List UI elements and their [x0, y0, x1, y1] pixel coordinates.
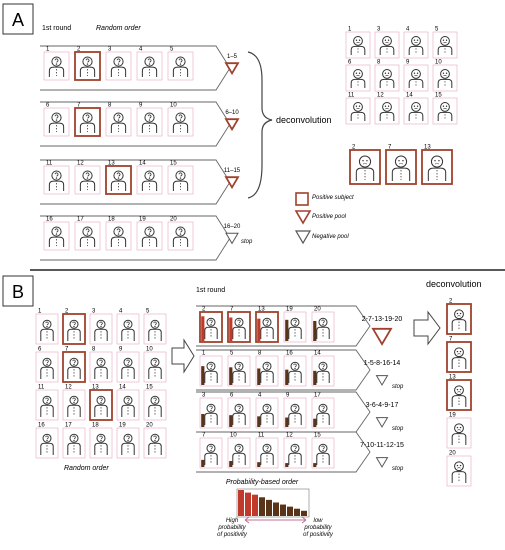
subject-tile	[168, 161, 193, 195]
subject-tile	[200, 393, 222, 429]
person-icon	[289, 318, 301, 339]
subject-number: 10	[146, 346, 153, 353]
panel-b-random-order-label: Random order	[64, 465, 109, 472]
subject-number: 8	[377, 59, 381, 66]
subject-tile	[63, 385, 85, 421]
person-icon	[205, 318, 217, 339]
pool-label: 1–5	[226, 54, 238, 60]
subject-tile	[137, 217, 162, 251]
subject-number: 3	[108, 46, 112, 53]
probability-fill	[257, 416, 260, 427]
subject-tile	[44, 103, 69, 137]
legend	[296, 193, 354, 243]
probability-fill	[201, 460, 204, 467]
sorted-row	[196, 306, 370, 346]
sorted-row	[196, 392, 370, 432]
subject-number: 20	[449, 450, 456, 457]
person-icon	[95, 320, 107, 341]
person-icon	[41, 396, 53, 417]
subject-tile	[144, 347, 166, 383]
subject-number: 10	[435, 59, 442, 66]
panel-a-round-title: 1st round	[42, 25, 72, 32]
panel-a-deconvolution-label: deconvolution	[276, 115, 332, 125]
probability-fill	[285, 418, 288, 427]
stop-label: stop	[392, 384, 404, 390]
person-icon	[205, 362, 217, 383]
subject-number: 11	[38, 384, 45, 391]
subject-number: 15	[170, 160, 177, 167]
probability-fill	[313, 371, 316, 385]
subject-tile	[433, 60, 457, 92]
subject-tile	[256, 393, 278, 429]
probability-fill	[229, 317, 232, 341]
subject-tile	[375, 60, 399, 92]
person-icon	[289, 404, 301, 425]
subject-number: 12	[377, 92, 384, 99]
subject-number: 16	[46, 216, 53, 223]
subject-number: 5	[170, 46, 174, 53]
subject-tile	[346, 60, 370, 92]
subject-tile	[144, 309, 166, 345]
subject-number: 2	[202, 306, 206, 313]
subject-number: 7	[388, 144, 392, 151]
subject-tile	[75, 217, 100, 251]
random-row	[40, 46, 230, 90]
subject-tile	[44, 161, 69, 195]
panel-b-label: B	[11, 282, 25, 302]
pool-result	[226, 54, 238, 73]
pool-label: 1-5-8-16-14	[363, 360, 401, 367]
high-probability-label: High probability of positivity	[217, 518, 247, 538]
probability-bar	[245, 493, 251, 516]
person-icon	[233, 444, 245, 465]
panel-a-pools	[224, 54, 253, 245]
person-icon	[95, 396, 107, 417]
subject-number: 8	[258, 350, 262, 357]
probability-fill	[257, 319, 260, 341]
probability-fill	[285, 463, 288, 467]
subject-tile	[144, 385, 166, 421]
probability-fill	[201, 414, 204, 427]
person-icon	[205, 444, 217, 465]
sorted-row	[196, 350, 370, 390]
legend-positive-pool-icon	[296, 211, 310, 223]
person-icon	[122, 320, 134, 341]
pool-label: 6–10	[225, 110, 239, 116]
pool-result	[364, 360, 404, 390]
probability-fill	[285, 320, 288, 341]
subject-tile	[256, 433, 278, 469]
person-icon	[122, 358, 134, 379]
subject-tile	[200, 351, 222, 387]
panel-a-order-title: Random order	[96, 25, 141, 32]
person-icon	[95, 434, 107, 455]
panel-a-label: A	[11, 10, 25, 30]
subject-number: 3	[92, 308, 96, 315]
subject-tile	[168, 47, 193, 81]
probability-bar	[280, 505, 286, 516]
random-row	[40, 216, 230, 260]
pool-result	[224, 168, 241, 187]
probability-bar	[287, 507, 293, 516]
subject-number: 12	[286, 432, 293, 439]
subject-number: 13	[92, 384, 99, 391]
subject-number: 17	[77, 216, 84, 223]
subject-tile	[386, 145, 416, 185]
person-icon	[261, 444, 273, 465]
subject-number: 6	[348, 59, 352, 66]
probability-fill	[201, 366, 204, 385]
probability-bar	[252, 495, 258, 516]
subject-tile	[312, 433, 334, 469]
probability-bar	[273, 502, 279, 516]
stop-label: stop	[241, 239, 253, 245]
subject-number: 14	[406, 92, 413, 99]
subject-number: 12	[65, 384, 72, 391]
subject-number: 5	[435, 26, 439, 33]
panel-b-deconvolution-column	[414, 299, 471, 487]
subject-number: 6	[38, 346, 42, 353]
subject-number: 13	[449, 374, 456, 381]
deconvolution-arrow	[414, 312, 440, 344]
person-icon	[68, 396, 80, 417]
subject-tile	[447, 337, 471, 373]
subject-tile	[447, 375, 471, 411]
subject-tile	[346, 93, 370, 125]
person-icon	[317, 444, 329, 465]
subject-number: 16	[38, 422, 45, 429]
subject-tile	[117, 347, 139, 383]
subject-number: 7	[230, 306, 234, 313]
subject-tile	[90, 309, 112, 345]
panel-b-deconvolution-label: deconvolution	[426, 279, 482, 289]
subject-number: 11	[46, 160, 53, 167]
legend-positive-subject-label: Positive subject	[312, 195, 354, 201]
probability-fill	[201, 316, 204, 341]
subject-tile	[375, 27, 399, 59]
subject-tile	[144, 423, 166, 459]
subject-number: 13	[258, 306, 265, 313]
person-icon	[205, 404, 217, 425]
subject-number: 15	[146, 384, 153, 391]
stop-label: stop	[392, 426, 404, 432]
subject-number: 4	[258, 392, 262, 399]
subject-tile	[137, 161, 162, 195]
subject-number: 20	[170, 216, 177, 223]
subject-tile	[350, 145, 380, 185]
person-icon	[41, 320, 53, 341]
pool-label: 2-7-13-19-20	[361, 316, 403, 323]
deconvolution-brace	[248, 52, 272, 198]
subject-number: 14	[139, 160, 146, 167]
subject-tile	[256, 351, 278, 387]
pool-result	[366, 402, 404, 432]
subject-number: 9	[139, 102, 143, 109]
subject-tile	[117, 385, 139, 421]
subject-number: 16	[286, 350, 293, 357]
subject-number: 3	[202, 392, 206, 399]
subject-tile	[228, 307, 250, 343]
subject-number: 19	[286, 306, 293, 313]
probability-bar	[259, 497, 265, 516]
person-icon	[317, 362, 329, 383]
subject-number: 7	[77, 102, 81, 109]
person-icon	[233, 362, 245, 383]
subject-tile	[375, 93, 399, 125]
low-probability-label: low probability of positivity	[303, 518, 333, 538]
subject-number: 17	[314, 392, 321, 399]
subject-number: 19	[449, 412, 456, 419]
probability-fill	[229, 367, 232, 385]
subject-tile	[447, 299, 471, 335]
probability-fill	[313, 463, 316, 467]
panel-a-deconvolution-grid	[346, 27, 457, 185]
panel-b-sorted-rows	[196, 306, 370, 472]
subject-number: 1	[38, 308, 42, 315]
subject-number: 9	[286, 392, 290, 399]
person-icon	[233, 404, 245, 425]
subject-number: 10	[170, 102, 177, 109]
negative-pool-triangle	[377, 418, 388, 427]
subject-tile	[284, 307, 306, 343]
random-row	[40, 102, 230, 146]
subject-number: 19	[139, 216, 146, 223]
subject-tile	[228, 351, 250, 387]
subject-number: 20	[314, 306, 321, 313]
subject-tile	[447, 451, 471, 487]
panel-b-random-grid	[36, 309, 166, 459]
subject-tile	[312, 307, 334, 343]
sorted-row	[196, 432, 370, 472]
subject-number: 7	[449, 336, 453, 343]
subject-number: 2	[77, 46, 81, 53]
subject-number: 13	[108, 160, 115, 167]
panel-a-rows	[40, 46, 230, 260]
subject-tile	[75, 47, 100, 81]
subject-number: 2	[65, 308, 69, 315]
subject-number: 5	[146, 308, 150, 315]
subject-number: 11	[348, 92, 355, 99]
subject-tile	[137, 47, 162, 81]
person-icon	[68, 320, 80, 341]
subject-number: 1	[202, 350, 206, 357]
subject-tile	[168, 103, 193, 137]
subject-number: 17	[65, 422, 72, 429]
probability-bar	[266, 500, 272, 516]
subject-tile	[75, 103, 100, 137]
probability-fill	[257, 368, 260, 385]
subject-tile	[422, 145, 452, 185]
subject-number: 18	[92, 422, 99, 429]
pool-label: 7-10-11-12-15	[360, 442, 404, 449]
subject-number: 2	[449, 298, 453, 305]
subject-tile	[44, 217, 69, 251]
pool-label: 3-6-4-9-17	[365, 402, 399, 409]
subject-tile	[346, 27, 370, 59]
subject-tile	[200, 307, 222, 343]
legend-positive-pool-label: Positive pool	[312, 214, 347, 220]
pool-label: 11–15	[223, 168, 241, 174]
negative-pool-triangle	[377, 376, 388, 385]
stop-label: stop	[392, 466, 404, 472]
subject-number: 3	[377, 26, 381, 33]
pool-label: 16–20	[223, 224, 241, 230]
subject-number: 6	[46, 102, 50, 109]
subject-tile	[447, 413, 471, 449]
subject-number: 18	[108, 216, 115, 223]
subject-tile	[312, 393, 334, 429]
subject-tile	[36, 309, 58, 345]
subject-number: 9	[119, 346, 123, 353]
subject-number: 4	[406, 26, 410, 33]
probability-bar	[294, 509, 300, 516]
person-icon	[68, 434, 80, 455]
subject-tile	[63, 423, 85, 459]
subject-number: 7	[65, 346, 69, 353]
pool-result	[225, 110, 239, 129]
subject-number: 11	[258, 432, 265, 439]
person-icon	[149, 320, 161, 341]
person-icon	[122, 396, 134, 417]
subject-tile	[433, 27, 457, 59]
subject-number: 9	[406, 59, 410, 66]
subject-number: 19	[119, 422, 126, 429]
subject-number: 15	[435, 92, 442, 99]
person-icon	[261, 318, 273, 339]
person-icon	[149, 434, 161, 455]
probability-fill	[313, 321, 316, 341]
subject-number: 4	[119, 308, 123, 315]
subject-number: 10	[230, 432, 237, 439]
negative-pool-triangle	[377, 458, 388, 467]
probability-fill	[313, 419, 316, 427]
subject-tile	[44, 47, 69, 81]
subject-tile	[75, 161, 100, 195]
probability-fill	[257, 462, 260, 467]
legend-negative-pool-label: Negative pool	[312, 234, 349, 240]
subject-number: 14	[314, 350, 321, 357]
person-icon	[41, 358, 53, 379]
person-icon	[95, 358, 107, 379]
person-icon	[317, 404, 329, 425]
subject-tile	[106, 161, 131, 195]
person-icon	[149, 396, 161, 417]
subject-number: 6	[230, 392, 234, 399]
subject-tile	[90, 385, 112, 421]
person-icon	[68, 358, 80, 379]
person-icon	[261, 362, 273, 383]
probability-fill	[229, 461, 232, 467]
random-row	[40, 160, 230, 204]
subject-tile	[404, 93, 428, 125]
subject-tile	[36, 385, 58, 421]
subject-number: 14	[119, 384, 126, 391]
panel-b-round-title: 1st round	[196, 287, 226, 294]
subject-number: 12	[77, 160, 84, 167]
positive-pool-triangle	[373, 329, 391, 344]
legend-negative-pool-icon	[296, 231, 310, 243]
subject-tile	[117, 309, 139, 345]
probability-title: Probability-based order	[225, 479, 299, 486]
subject-tile	[200, 433, 222, 469]
subject-number: 5	[230, 350, 234, 357]
pool-result	[362, 316, 403, 344]
probability-bar	[238, 490, 244, 516]
subject-tile	[36, 423, 58, 459]
subject-number: 4	[139, 46, 143, 53]
subject-number: 1	[46, 46, 50, 53]
subject-number: 2	[352, 144, 356, 151]
person-icon	[261, 404, 273, 425]
subject-tile	[106, 47, 131, 81]
person-icon	[122, 434, 134, 455]
subject-tile	[228, 393, 250, 429]
person-icon	[289, 362, 301, 383]
subject-tile	[117, 423, 139, 459]
subject-tile	[106, 217, 131, 251]
subject-tile	[106, 103, 131, 137]
probability-bar	[301, 511, 307, 516]
subject-tile	[90, 423, 112, 459]
subject-number: 15	[314, 432, 321, 439]
subject-tile	[404, 27, 428, 59]
person-icon	[289, 444, 301, 465]
subject-tile	[312, 351, 334, 387]
legend-positive-subject-icon	[296, 193, 308, 205]
subject-tile	[63, 309, 85, 345]
person-icon	[233, 318, 245, 339]
subject-number: 20	[146, 422, 153, 429]
subject-tile	[433, 93, 457, 125]
subject-tile	[256, 307, 278, 343]
subject-tile	[137, 103, 162, 137]
subject-number: 13	[424, 144, 431, 151]
person-icon	[41, 434, 53, 455]
panel-b-pools	[360, 316, 404, 472]
subject-tile	[228, 433, 250, 469]
subject-number: 1	[348, 26, 352, 33]
subject-tile	[404, 60, 428, 92]
person-icon	[149, 358, 161, 379]
subject-number: 8	[108, 102, 112, 109]
subject-tile	[284, 351, 306, 387]
subject-tile	[36, 347, 58, 383]
person-icon	[317, 318, 329, 339]
sort-arrow	[172, 340, 194, 372]
subject-tile	[90, 347, 112, 383]
subject-number: 8	[92, 346, 96, 353]
subject-tile	[284, 393, 306, 429]
probability-fill	[229, 415, 232, 427]
subject-tile	[284, 433, 306, 469]
probability-fill	[285, 370, 288, 385]
subject-tile	[168, 217, 193, 251]
subject-number: 7	[202, 432, 206, 439]
subject-tile	[63, 347, 85, 383]
probability-bars	[237, 489, 309, 517]
